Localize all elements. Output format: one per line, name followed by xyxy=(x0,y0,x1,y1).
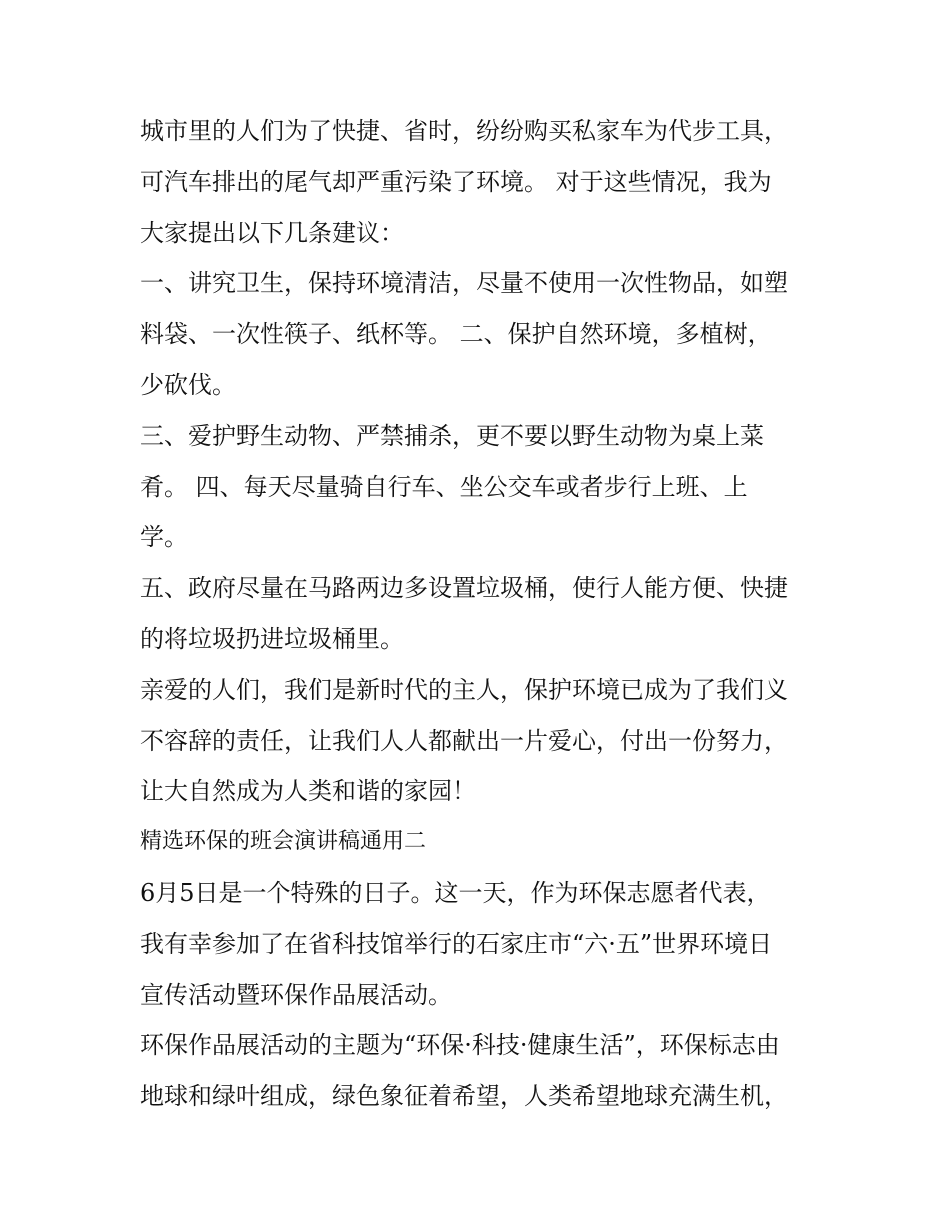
text-line: 少砍伐。 xyxy=(140,370,236,399)
text-line: 学。 xyxy=(140,523,188,552)
text-line: 三、爱护野生动物、严禁捕杀，更不要以野生动物为桌上菜 xyxy=(140,421,764,450)
text-line: 的将垃圾扔进垃圾桶里。 xyxy=(140,624,404,653)
text-line: 城市里的人们为了快捷、省时，纷纷购买私家车为代步工具， xyxy=(140,117,788,145)
text-line: 地球和绿叶组成，绿色象征着希望，人类希望地球充满生机， xyxy=(140,1082,788,1111)
text-line: 一、讲究卫生，保持环境清洁，尽量不使用一次性物品，如塑 xyxy=(140,269,788,298)
text-line: 可汽车排出的尾气却严重污染了环境。 对于这些情况，我为 xyxy=(140,167,772,196)
text-line: 宣传活动暨环保作品展活动。 xyxy=(140,980,452,1009)
text-line: 我有幸参加了在省科技馆举行的石家庄市“六·五”世界环境日 xyxy=(140,929,773,958)
text-line: 不容辞的责任，让我们人人都献出一片爱心，付出一份努力， xyxy=(140,726,788,755)
text-line: 让大自然成为人类和谐的家园！ xyxy=(140,777,476,806)
text-line: 大家提出以下几条建议： xyxy=(140,218,404,247)
document-body xyxy=(140,106,830,1122)
text-line: 6月5日是一个特殊的日子。这一天，作为环保志愿者代表， xyxy=(140,878,771,907)
text-line: 五、政府尽量在马路两边多设置垃圾桶，使行人能方便、快捷 xyxy=(140,574,788,603)
text-line: 亲爱的人们，我们是新时代的主人，保护环境已成为了我们义 xyxy=(140,675,788,704)
section-heading: 精选环保的班会演讲稿通用二 xyxy=(140,829,427,855)
text-line: 肴。 四、每天尽量骑自行车、坐公交车或者步行上班、上 xyxy=(140,472,748,501)
text-line: 环保作品展活动的主题为“环保·科技·健康生活”，环保标志由 xyxy=(140,1031,780,1060)
text-line: 料袋、一次性筷子、纸杯等。 二、保护自然环境，多植树， xyxy=(140,320,772,349)
